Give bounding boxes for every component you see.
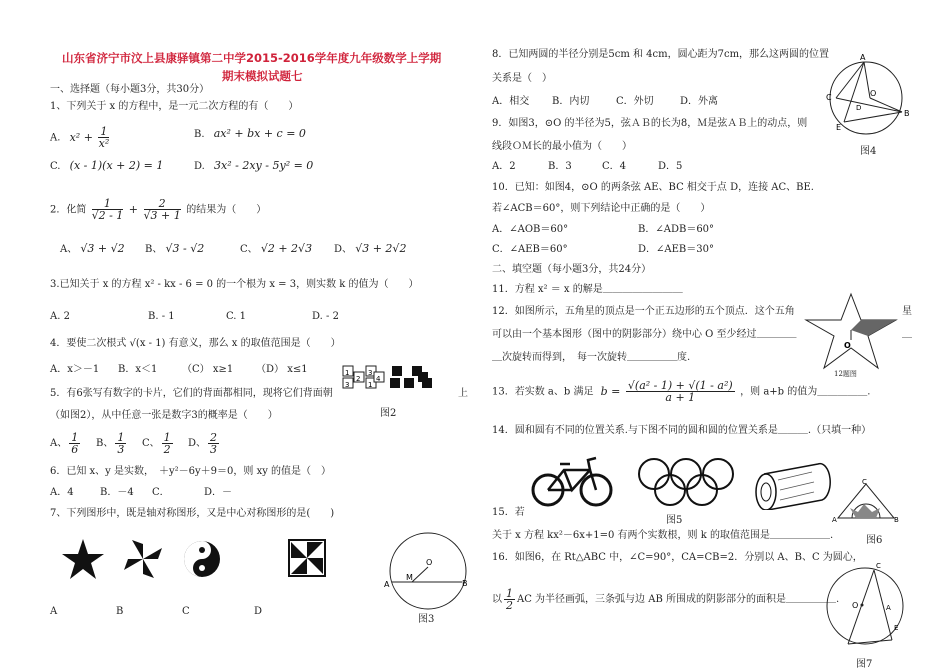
q1-option-d-expr: 3x² - 2xy - 5y² = 0 [214, 159, 314, 172]
q7-figure-b-pinwheel [118, 536, 168, 582]
q7-figure-c-swirl [178, 536, 226, 582]
q9-option-d: D．5 [658, 161, 683, 172]
svg-text:M: M [406, 573, 413, 582]
q1-option-b-label: B. [194, 129, 205, 140]
q7-option-d: D [254, 606, 263, 617]
figure-4-caption: 图4 [860, 146, 877, 157]
q5-a-den: 6 [71, 443, 79, 456]
q5-b-den: 3 [117, 443, 125, 456]
q1-option-c [50, 160, 163, 173]
q9-option-a: A．2 [492, 161, 516, 172]
question-5-tail: 上 [458, 388, 468, 399]
svg-text:3: 3 [345, 381, 350, 389]
figure-7-caption: 图7 [856, 659, 873, 670]
question-10: 10．已知：如图4，⊙O 的两条弦 AE、BC 相交于点 D，连接 AC、BE. [492, 182, 814, 193]
q2-option-d-label: D、 [334, 244, 353, 255]
question-10-line2: 若∠ACB＝60°，则下列结论中正确的是（ ） [492, 203, 711, 214]
q6-option-b: B．－4 [100, 487, 134, 498]
svg-text:1: 1 [345, 369, 350, 377]
svg-text:C: C [862, 478, 867, 486]
q7-option-c: C [182, 606, 190, 617]
q5-c-num: 1 [163, 431, 171, 444]
question-2-tail: 的结果为（ ） [186, 204, 267, 216]
q8-option-b: B．内切 [552, 96, 590, 107]
svg-text:B: B [904, 109, 910, 118]
svg-text:A: A [860, 53, 866, 62]
svg-text:O: O [852, 601, 859, 610]
q7-figure-d-square [285, 536, 331, 582]
document-title-line1: 山东省济宁市汶上县康驿镇第二中学2015-2016学年度九年级数学上学期 [62, 51, 442, 65]
question-13: 13．若实数 a、b 满足 b = $\frac{\text{√(a² - 1) + √(1 - a²)}}{a + 1}$ ，则 a+b 的值为＿＿＿＿＿. [492, 379, 871, 404]
question-9: 9．如图3，⊙O 的半径为5，弦ＡＢ的长为8，Ｍ是弦ＡＢ上的动点，则 [492, 118, 808, 129]
figure-6-triangle [830, 478, 902, 526]
q3-option-b: B. - 1 [148, 311, 175, 322]
q5-option-d [188, 432, 221, 455]
q1-option-a-label: A. [50, 132, 61, 144]
svg-text:B: B [894, 516, 899, 524]
question-2-text: 2．化简 [50, 204, 87, 216]
question-12-line3: ＿次旋转而得到， 每一次旋转＿＿＿＿＿度. [492, 352, 691, 363]
figure-12-star [804, 292, 898, 370]
q2-option-c-label: C、 [240, 244, 258, 255]
svg-text:B: B [462, 579, 468, 588]
document-title-line2: 期末模拟试题七 [222, 69, 303, 83]
q8-option-d: D．外离 [680, 96, 719, 107]
section-choice-heading: 一、选择题（每小题3分，共30分） [50, 84, 210, 95]
q5-option-d-label: D、 [188, 438, 207, 449]
q2-option-d [334, 243, 406, 256]
svg-text:O: O [844, 341, 851, 350]
q9-option-b: B．3 [548, 161, 572, 172]
q2-option-c [240, 243, 312, 256]
q8-option-c: C．外切 [616, 96, 654, 107]
q5-option-b [96, 432, 128, 455]
svg-text:E: E [836, 123, 842, 132]
question-12-line2: 可以由一个基本图形（图中的阴影部分）绕中心 O 至少经过＿＿＿＿ [492, 329, 797, 340]
q4-option-b: B．x＜1 [118, 364, 158, 375]
question-16-line2-text: AC 为半径画弧，三条弧与边 AB 所围成的阴影部分的面积是＿＿＿＿＿. [517, 594, 840, 605]
question-15-line2: 关于 x 方程 kx²－6x+1=0 有两个实数根，则 k 的取值范围是＿＿＿＿＿＿. [492, 530, 834, 541]
question-13-tail: ，则 a+b 的值为＿＿＿＿＿. [740, 386, 871, 398]
q6-option-d: D．－ [204, 487, 233, 498]
figure-12-caption: 12题图 [834, 370, 857, 378]
question-16: 16．如图6，在 Rt△ABC 中，∠C=90°，CA=CB=2．分别以 A、B、C 为圆心， [492, 552, 863, 563]
q1-option-a [50, 126, 111, 149]
question-12-line2-tail: ＿ [902, 329, 912, 340]
q8-option-a: A．相交 [492, 96, 530, 107]
q5-d-num: 2 [210, 431, 218, 444]
q7-option-a: A [50, 606, 58, 617]
question-1: 1、下列关于 x 的方程中，是一元二次方程的有（ ） [50, 101, 299, 112]
q1-option-d [194, 160, 313, 173]
question-6: 6．已知 x、y 是实数， ＋y²－6y＋9＝0，则 xy 的值是（ ） [50, 466, 332, 477]
svg-text:C: C [826, 93, 832, 102]
q10-option-a: A．∠AOB＝60° [492, 224, 569, 235]
q2-option-b [145, 243, 204, 256]
q5-d-den: 3 [210, 443, 218, 456]
question-4: 4．要使二次根式 √(x - 1) 有意义，那么 x 的取值范围是（ ） [50, 338, 341, 349]
question-12-tail: 星 [902, 306, 912, 317]
q5-c-den: 2 [163, 443, 171, 456]
q5-a-num: 1 [71, 431, 79, 444]
figure-5-bicycle [530, 452, 616, 508]
svg-text:D: D [856, 104, 862, 112]
q1-option-b [194, 128, 306, 141]
q6-option-a: A．4 [50, 487, 74, 498]
q1-option-d-label: D. [194, 161, 205, 172]
q6-option-c: C． [152, 487, 170, 498]
svg-text:C: C [876, 562, 881, 570]
q10-option-b: B．∠ADB＝60° [638, 224, 715, 235]
question-7: 7、下列图形中，既是轴对称图形，又是中心对称图形的是( ) [50, 508, 335, 519]
question-2: 2．化简 $\frac{1}{√2 - 1}$ + $\frac{2}{√3 + 1}$ 的结果为（ ） [50, 197, 267, 222]
figure-3-circle [380, 527, 476, 611]
q2-option-c-expr: √2 + 2√3 [260, 242, 313, 255]
question-3: 3.已知关于 x 的方程 x² - kx - 6 = 0 的一个根为 x = 3，则实数 k 的值为（ ） [50, 279, 419, 290]
figure-5-caption: 图5 [666, 515, 683, 526]
svg-text:4: 4 [376, 375, 381, 383]
q9-option-c: C．4 [602, 161, 627, 172]
question-15: 15．若 [492, 507, 525, 518]
svg-text:O: O [870, 89, 877, 98]
svg-text:E: E [894, 624, 899, 632]
figure-2-cards [340, 362, 450, 402]
q1-option-c-label: C. [50, 161, 61, 172]
q4-option-c: （C） x≥1 [182, 364, 234, 375]
question-5: 5．有6张写有数字的卡片，它们的背面都相同，现将它们背面朝 [50, 388, 333, 399]
q2-option-a-label: A、 [60, 244, 78, 255]
question-16-line2: 以 $\frac{1}{2}$ AC 为半径画弧，三条弧与边 AB 所围成的阴影部分的面积是＿＿＿＿＿. [492, 587, 840, 612]
svg-text:3: 3 [368, 369, 373, 377]
question-12: 12．如图所示，五角星的顶点是一个正五边形的五个顶点．这个五角 [492, 306, 795, 317]
q2-option-b-label: B、 [145, 244, 163, 255]
question-14: 14．圆和圆有不同的位置关系.与下图不同的圆和圆的位置关系是＿＿＿.（只填一种） [492, 425, 872, 436]
q7-figure-a-star [60, 537, 106, 581]
question-11: 11．方程 x² ＝ x 的解是＿＿＿＿＿＿＿＿ [492, 284, 683, 295]
svg-text:A: A [384, 580, 390, 589]
q1-option-b-expr: ax² + bx + c = 0 [213, 127, 306, 140]
q5-option-a [50, 432, 82, 455]
q2-option-a [60, 243, 125, 256]
q3-option-c: C. 1 [226, 311, 247, 322]
q2-option-b-expr: √3 - √2 [165, 242, 205, 255]
q1-option-a-expr: x² + $\frac{1}{\text{x²}}$ [69, 125, 110, 150]
svg-text:A: A [832, 516, 837, 524]
figure-7-circle [822, 550, 908, 654]
q5-option-b-label: B、 [96, 438, 114, 449]
svg-text:A: A [886, 604, 891, 612]
q3-option-d: D. - 2 [312, 311, 339, 322]
q5-b-num: 1 [117, 431, 125, 444]
q4-option-d: （D） x≤1 [256, 364, 308, 375]
figure-3-caption: 图3 [418, 614, 435, 625]
question-8-line2: 关系是（ ） [492, 73, 552, 84]
figure-2-caption: 图2 [380, 408, 397, 419]
q5-option-c [142, 432, 175, 455]
figure-5-log [752, 460, 832, 510]
section-fill-heading: 二、填空题（每小题3分，共24分） [492, 264, 652, 275]
q1-option-c-expr: (x - 1)(x + 2) = 1 [69, 159, 164, 172]
q10-option-c: C．∠AEB＝60° [492, 244, 568, 255]
question-9-line2: 线段ＯＭ长的最小值为（ ） [492, 141, 632, 152]
q7-option-b: B [116, 606, 124, 617]
question-8: 8．已知两圆的半径分别是5cm 和 4cm，圆心距为7cm，那么这两圆的位置 [492, 49, 830, 60]
q4-option-a: A．x＞－1 [50, 364, 100, 375]
q2-option-a-expr: √3 + √2 [80, 242, 125, 255]
question-5-line2: （如图2），从中任意一张是数字3的概率是（ ） [50, 410, 278, 421]
question-16-prefix: 以 [492, 594, 502, 605]
q3-option-a: A. 2 [50, 311, 70, 322]
svg-text:2: 2 [356, 375, 361, 383]
svg-text:O: O [426, 558, 433, 567]
svg-text:1: 1 [368, 381, 373, 389]
figure-4-circle [822, 52, 912, 144]
figure-6-caption: 图6 [866, 535, 883, 546]
question-13-text: 13．若实数 a、b 满足 [492, 386, 594, 398]
figure-5-olympic-rings [634, 456, 738, 508]
q10-option-d: D．∠AEB＝30° [638, 244, 714, 255]
q2-option-d-expr: √3 + 2√2 [355, 242, 407, 255]
q5-option-a-label: A、 [50, 438, 68, 449]
q5-option-c-label: C、 [142, 438, 160, 449]
